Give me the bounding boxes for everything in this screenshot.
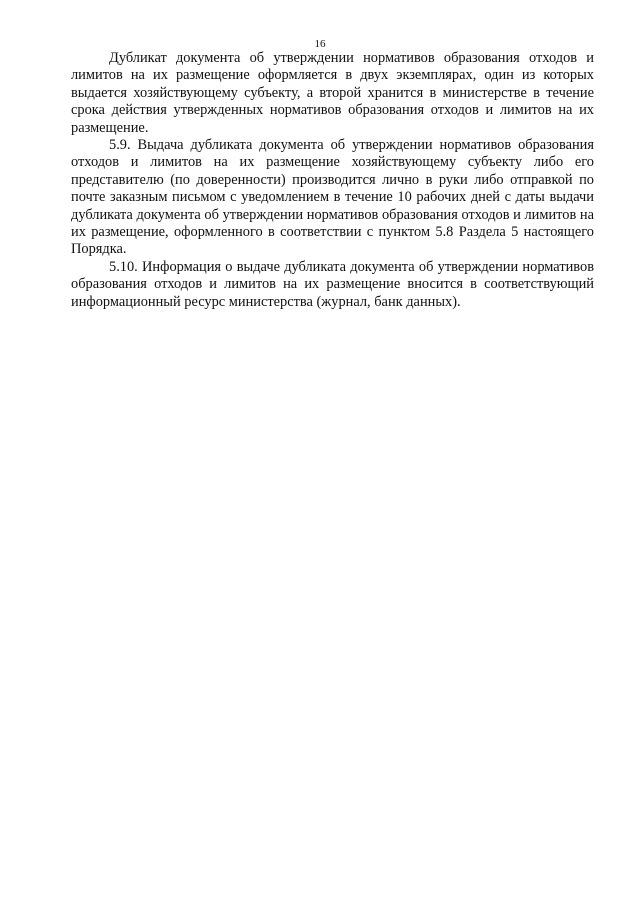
paragraph-duplicate-copies: Дубликат документа об утверждении нормативов образования отходов и лимитов на их размещение оформляется в двух экземплярах, один из которых выдается хозяйствующему субъекту, а второй хранится в министерстве в течение срока действия утвержденных нормативов образования отходов и лимитов на их размещение. (71, 50, 594, 136)
page-number: 16 (314, 38, 326, 50)
document-body (71, 50, 594, 311)
paragraph-5-10: 5.10. Информация о выдаче дубликата документа об утверждении нормативов образования отходов и лимитов на их размещение вносится в соответствующий информационный ресурс министерства (журнал, банк данных). (71, 258, 594, 310)
paragraph-5-9: 5.9. Выдача дубликата документа об утверждении нормативов образования отходов и лимитов на их размещение хозяйствующему субъекту либо его представителю (по доверенности) производится лично в руки либо отправкой по почте заказным письмом с уведомлением в течение 10 рабочих дней с даты выдачи дубликата документа об утверждении нормативов образования отходов и лимитов на их размещение, оформленного в соответствии с пунктом 5.8 Раздела 5 настоящего Порядка. (71, 137, 594, 258)
